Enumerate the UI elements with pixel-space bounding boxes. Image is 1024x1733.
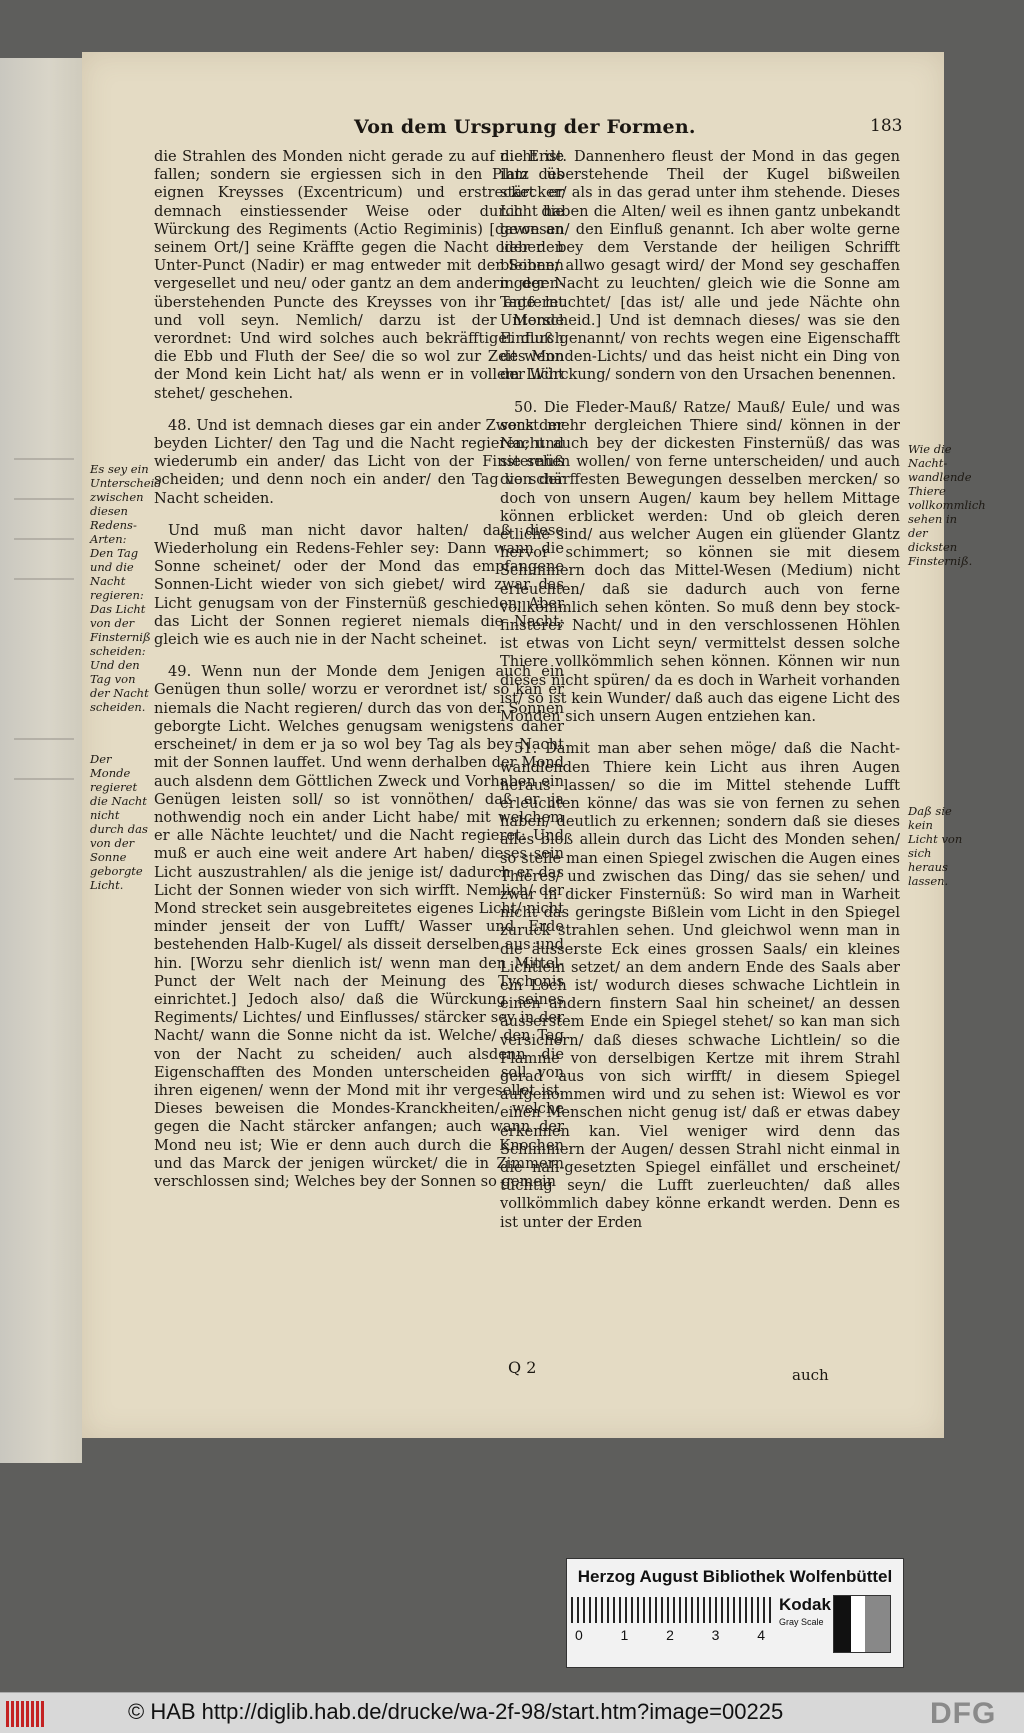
ruler-number: 2 [666, 1627, 674, 1643]
hab-logo-icon [6, 1701, 46, 1727]
viewer-footer [0, 1692, 1024, 1733]
margin-note-right: Daß sie kein Licht von sich heraus lassen. [908, 804, 963, 888]
paragraph: 49. Wenn nun der Monde dem Jenigen auch ein Genügen thun solle/ worzu er verordnet ist/ so kan er niemals die Nacht regieren/ durch das von der Sonnen geborgte Licht. Welches genugsam wenigstens daher erscheinet/ in dem er ja so wol bey Tag als bey Nacht mit der Sonnen lauffet. Und wenn derhalben der Mond auch alsdenn dem Göttlichen Zweck und Vorhaben ein Genügen leisten soll/ so ist vonnöthen/ daß er ja nothwendig noch ein ander Licht habe/ mit welchem er alle Nächte leuchtet/ und die Nacht regieret: Und muß er auch eine weit andere Art haben/ dieses sein Licht auszustrahlen/ als die jenige ist/ dadurch er das Licht der Sonnen wieder von sich wirfft. Nemlich/ der Mond strecket sein ausgebreitetes eigenes Licht/ nicht minder jenseit der von Lufft/ Wasser und Erde bestehenden Halb-Kugel/ als disseit derselben aus und hin. [Worzu sehr dienlich ist/ wenn man den Mittel-Punct der Welt nach der Meinung des Tychonis einrichtet.] Jedoch also/ daß die Würckung seines Regiments/ Lichtes/ und Einflusses/ stärcker sey in der Nacht/ wann die Sonne nicht da ist. Welche/ den Tag von der Nacht zu scheiden/ auch alsdenn die Eigenschafften des Monden unterscheiden soll von ihren eigenen/ wenn der Mond mit ihr vergesellet ist. Dieses beweisen die Mondes-Kranckheiten/ welche gegen die Nacht stärcker anfangen; auch wann der Mond neu ist; Wie er denn auch durch die Knochen und das Marck der jenigen würcket/ die in Zimmern verschlossen sind; Welches bey der Sonnen so gemein [154, 663, 564, 1190]
signature-mark: Q 2 [508, 1358, 537, 1377]
page-number: 183 [870, 116, 903, 136]
color-calibration-bar [566, 1558, 904, 1668]
ruler-number: 3 [711, 1627, 720, 1643]
paragraph: nicht ist. Dannenhero fleust der Mond in das gegen ihm überstehende Theil der Kugel bißweilen stärcker/ als in das gerad unter ihm stehende. Dieses Licht haben die Alten/ weil es ihnen gantz unbekandt gewesen/ den Einfluß genannt. Ich aber wolte gerne lieber bey dem Verstande der heiligen Schrifft bleiben/ allwo gesagt wird/ der Mond sey geschaffen in der Nacht zu leuchten/ gleich wie die Sonne am Tage leuchtet/ [das ist/ alle und jede Nächte ohn Unterscheid.] Und ist demnach dieses/ was sie den Einfluß genannt/ von rechts wegen eine Eigenschafft des Monden-Lichts/ und das heist nicht ein Ding von der Würckung/ sondern von den Ursachen benennen. [500, 148, 900, 384]
book-page [82, 52, 986, 1438]
catchword: auch [792, 1366, 829, 1384]
dfg-logo: DFG [930, 1697, 997, 1730]
margin-note-right: Wie die Nacht-wandlende Thiere vollkommlich sehen in der dicksten Finsterniß. [908, 442, 986, 568]
ruler-scale [571, 1597, 771, 1623]
ruler-number: 0 [575, 1627, 583, 1643]
paragraph: die Strahlen des Monden nicht gerade zu auf die Erde fallen; sondern sie ergiessen sich in den Platz des eignen Kreysses (Excentricum) und erstrecket er demnach einstiessender Weise oder durch die Würckung des Regiments (Actio Regiminis) [davon an seinem Ort/] seine Kräffte gegen die Nacht oder den Unter-Punct (Nadir) er mag entweder mit der Sonnen vergesellet und neu/ oder gantz an dem andern gegen-überstehenden Puncte des Kreysses von ihr entfernt und voll seyn. Nemlich/ darzu ist der Monde verordnet: Und wird solches auch bekräfftiget durch die Ebb und Fluth der See/ die so wol zur Zeit wenn der Mond kein Licht hat/ als wenn er in vollem Licht stehet/ geschehen. [154, 148, 564, 402]
gray-patch [833, 1595, 891, 1653]
right-column [500, 148, 900, 1246]
ruler-number: 1 [620, 1627, 629, 1643]
margin-note-left: Der Monde regieret die Nacht nicht durch das von der Sonne geborgte Licht. [90, 752, 148, 892]
ruler-numbers [575, 1627, 765, 1643]
ruler-number: 4 [757, 1627, 765, 1643]
margin-note-left: Es sey ein Unterscheid zwischen diesen Redens-Arten: Den Tag und die Nacht regieren: Das Licht von der Finsterniß scheiden: Und den Tag von der Nacht scheiden. [90, 462, 162, 714]
gray-scale-label: Gray Scale [779, 1617, 824, 1627]
source-link[interactable]: © HAB http://diglib.hab.de/drucke/wa-2f-98/start.htm?image=00225 [128, 1699, 784, 1724]
kodak-logo: Kodak [779, 1595, 831, 1614]
running-title: Von dem Ursprung der Formen. [354, 116, 696, 138]
paragraph: 50. Die Fleder-Mauß/ Ratze/ Mauß/ Eule/ und was sonst mehr dergleichen Thiere sind/ können in der Nacht auch bey der dickesten Finsternüß/ das was sie sehen wollen/ von ferne unterscheiden/ und auch die schärffesten Bewegungen desselben mercken/ so doch von unsern Augen/ kaum bey hellem Mittage können erblicket werden: Und ob gleich deren etliche sind/ aus welcher Augen ein glüender Glantz hervor schimmert; so können sie mit diesem Schimmern doch das Mittel-Wesen (Medium) nicht erleuchten/ daß sie dadurch auch von ferne vollkömmlich sehen könten. So muß denn bey stock-finsterer Nacht/ und in den verschlossenen Höhlen ist etwas von Licht seyn/ vermittelst dessen solche Thiere vollkömmlich sehen können. Können wir nun dieses nicht spüren/ da es doch in Warheit vorhanden ist/ so ist kein Wunder/ daß auch das eigene Licht des Monden sich unsern Augen entziehen kan. [500, 398, 900, 726]
previous-page-edge [0, 58, 82, 1463]
paragraph: 48. Und ist demnach dieses gar ein ander Zweck der beyden Lichter/ den Tag und die Nacht regieren; und wiederumb ein ander/ das Licht von der Finsternüß scheiden; und denn noch ein ander/ den Tag von der Nacht scheiden. [154, 416, 564, 507]
library-name: Herzog August Bibliothek Wolfenbüttel [577, 1567, 893, 1586]
paragraph: 51. Damit man aber sehen möge/ daß die Nacht-wandlenden Thiere kein Licht aus ihren Augen heraus lassen/ so die im Mittel stehende Lufft erleuchten könne/ das was sie von fernen zu sehen haben/ deutlich zu erkennen; sondern daß sie dieses alles bloß allein durch das Licht des Monden sehen/ so stelle man einen Spiegel zwischen die Augen eines Thieres/ und zwischen das Ding/ das sie sehen/ und zwar in dicker Finsternüß: So wird man in Warheit nicht das geringste Bißlein vom Licht in den Spiegel zuruck strahlen sehen. Und gleichwol wenn man in die äusserste Eck eines grossen Saals/ ein kleines Lichtlein setzet/ an dem andern Ende des Saals aber ein Loch ist/ wodurch dieses schwache Lichtlein in einen andern finstern Saal hin scheinet/ an dessen äusserstem Ende ein Spiegel stehet/ so kan man sich versichern/ daß dieses schwache Lichtlein/ so die Flamme von derselbigen Kertze mit ihrem Strahl gerad aus von sich wirfft/ in diesem Spiegel aufgenommen wird und zu sehen ist: Wiewol es vor einen Menschen nicht genug ist/ daß er etwas dabey erkennen kan. Viel weniger wird denn das Schimmern der Augen/ dessen Strahl nicht einmal in die nah-gesetzten Spiegel einfället und erscheinet/ tüchtig seyn/ die Lufft zuerleuchten/ daß alles vollkömmlich dabey könne erkandt werden. Denn es ist unter der Erden [500, 740, 900, 1231]
paragraph: Und muß man nicht davor halten/ daß diese Wiederholung ein Redens-Fehler sey: Dann wann die Sonne scheinet/ oder der Mond das empfangene Sonnen-Licht wieder von sich giebet/ wird zwar das Licht genugsam von der Finsternüß geschieden; Aber das Licht der Sonnen regieret niemals die Nacht; gleich wie es auch nie in der Nacht scheinet. [154, 521, 564, 649]
